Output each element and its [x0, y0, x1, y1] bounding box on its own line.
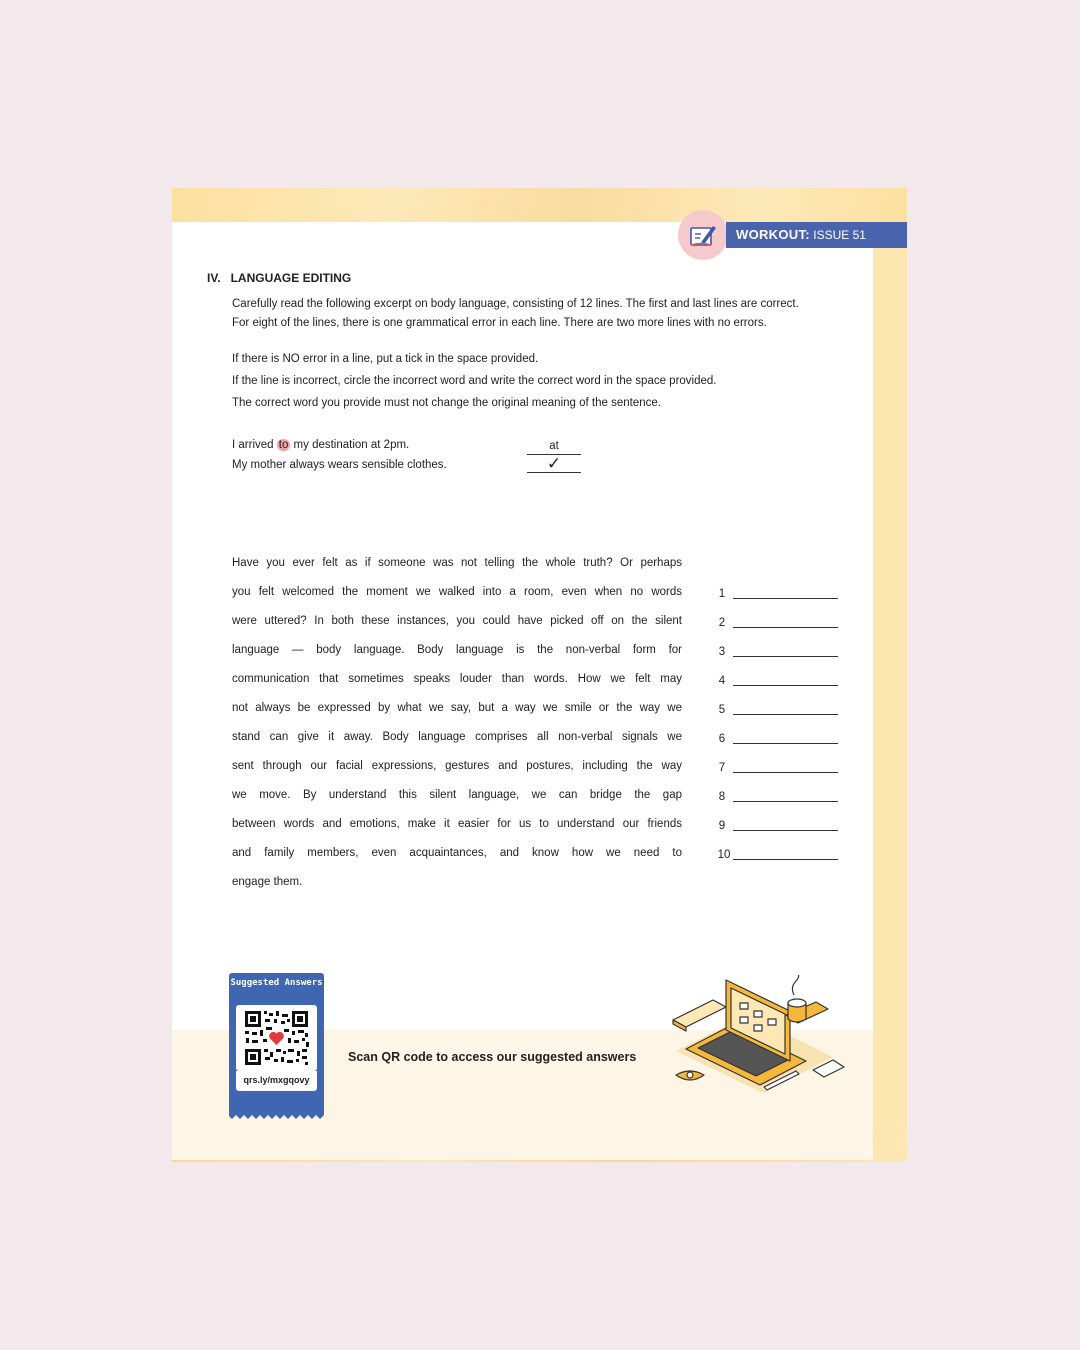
- passage-line: communication that sometimes speaks louder than words. How we felt may: [232, 673, 682, 685]
- passage-line: you felt welcomed the moment we walked into a room, even when no words: [232, 586, 682, 598]
- passage-line: we move. By understand this silent language, we can bridge the gap: [232, 789, 682, 801]
- notebook-pencil-icon: [678, 210, 728, 260]
- line-number: 8: [718, 791, 726, 803]
- section-number: IV.: [207, 271, 221, 285]
- brand-separator: :: [805, 227, 810, 242]
- ticket-edge: [229, 1113, 324, 1119]
- line-number: 1: [718, 588, 726, 600]
- laptop-workspace-illustration: [668, 975, 848, 1105]
- line-number: 2: [718, 617, 726, 629]
- qr-code-icon: [236, 1005, 317, 1071]
- section-title: [207, 271, 361, 285]
- passage-line: were uttered? In both these instances, you could have picked off on the silent: [232, 615, 682, 627]
- line-number: 4: [718, 675, 726, 687]
- intro-line-2: For eight of the lines, there is one grammatical error in each line. There are two more lines with no errors.: [232, 317, 767, 329]
- issue-banner: [726, 222, 907, 248]
- passage-line: sent through our facial expressions, gestures and postures, including the way: [232, 760, 682, 772]
- passage-line: and family members, even acquaintances, and know how we need to: [232, 847, 682, 859]
- example-1-answer: at: [527, 438, 581, 455]
- example-1-before: I arrived: [232, 439, 277, 451]
- answer-blank[interactable]: [733, 771, 838, 773]
- example-2-answer-tick: ✓: [527, 456, 581, 473]
- answer-blank[interactable]: [733, 858, 838, 860]
- heart-icon: [269, 1032, 284, 1045]
- passage-line: between words and emotions, make it easier for us to understand our friends: [232, 818, 682, 830]
- issue-label: ISSUE 51: [813, 228, 866, 242]
- example-1: [232, 439, 409, 451]
- rule-line-3: The correct word you provide must not change the original meaning of the sentence.: [232, 397, 661, 409]
- line-number: 6: [718, 733, 726, 745]
- line-number: 3: [718, 646, 726, 658]
- passage-line: language — body language. Body language is the non-verbal form for: [232, 644, 682, 656]
- answer-blank[interactable]: [733, 655, 838, 657]
- answer-blank[interactable]: [733, 597, 838, 599]
- line-number: 5: [718, 704, 726, 716]
- answer-blank[interactable]: [733, 713, 838, 715]
- line-number: 10: [717, 849, 731, 861]
- intro-line-1: Carefully read the following excerpt on body language, consisting of 12 lines. The first and last lines are correct.: [232, 298, 799, 310]
- scan-instruction: Scan QR code to access our suggested answers: [348, 1050, 637, 1064]
- passage-line: Have you ever felt as if someone was not telling the whole truth? Or perhaps: [232, 557, 682, 569]
- answer-blank[interactable]: [733, 829, 838, 831]
- example-1-circled-word: to: [278, 439, 289, 451]
- rule-line-1: If there is NO error in a line, put a tick in the space provided.: [232, 353, 539, 365]
- qr-code[interactable]: [236, 1005, 317, 1071]
- passage-line: engage them.: [232, 876, 303, 888]
- line-number: 9: [718, 820, 726, 832]
- qr-caption: Suggested Answers: [230, 978, 323, 988]
- line-number: 7: [718, 762, 726, 774]
- example-2: My mother always wears sensible clothes.: [232, 459, 447, 471]
- brand-label: WORKOUT: [736, 227, 806, 242]
- passage-line: not always be expressed by what we say, but a way we smile or the way we: [232, 702, 682, 714]
- answer-blank[interactable]: [733, 626, 838, 628]
- answer-blank[interactable]: [733, 800, 838, 802]
- answer-blank[interactable]: [733, 742, 838, 744]
- passage-line: stand can give it away. Body language comprises all non-verbal signals we: [232, 731, 682, 743]
- frame-decoration-top: [172, 188, 907, 222]
- example-1-after: my destination at 2pm.: [290, 439, 410, 451]
- rule-line-2: If the line is incorrect, circle the incorrect word and write the correct word in the space provided.: [232, 375, 717, 387]
- answer-blank[interactable]: [733, 684, 838, 686]
- qr-card[interactable]: [229, 973, 324, 1115]
- section-heading: LANGUAGE EDITING: [230, 271, 352, 285]
- qr-url[interactable]: qrs.ly/mxgqovy: [236, 1071, 317, 1091]
